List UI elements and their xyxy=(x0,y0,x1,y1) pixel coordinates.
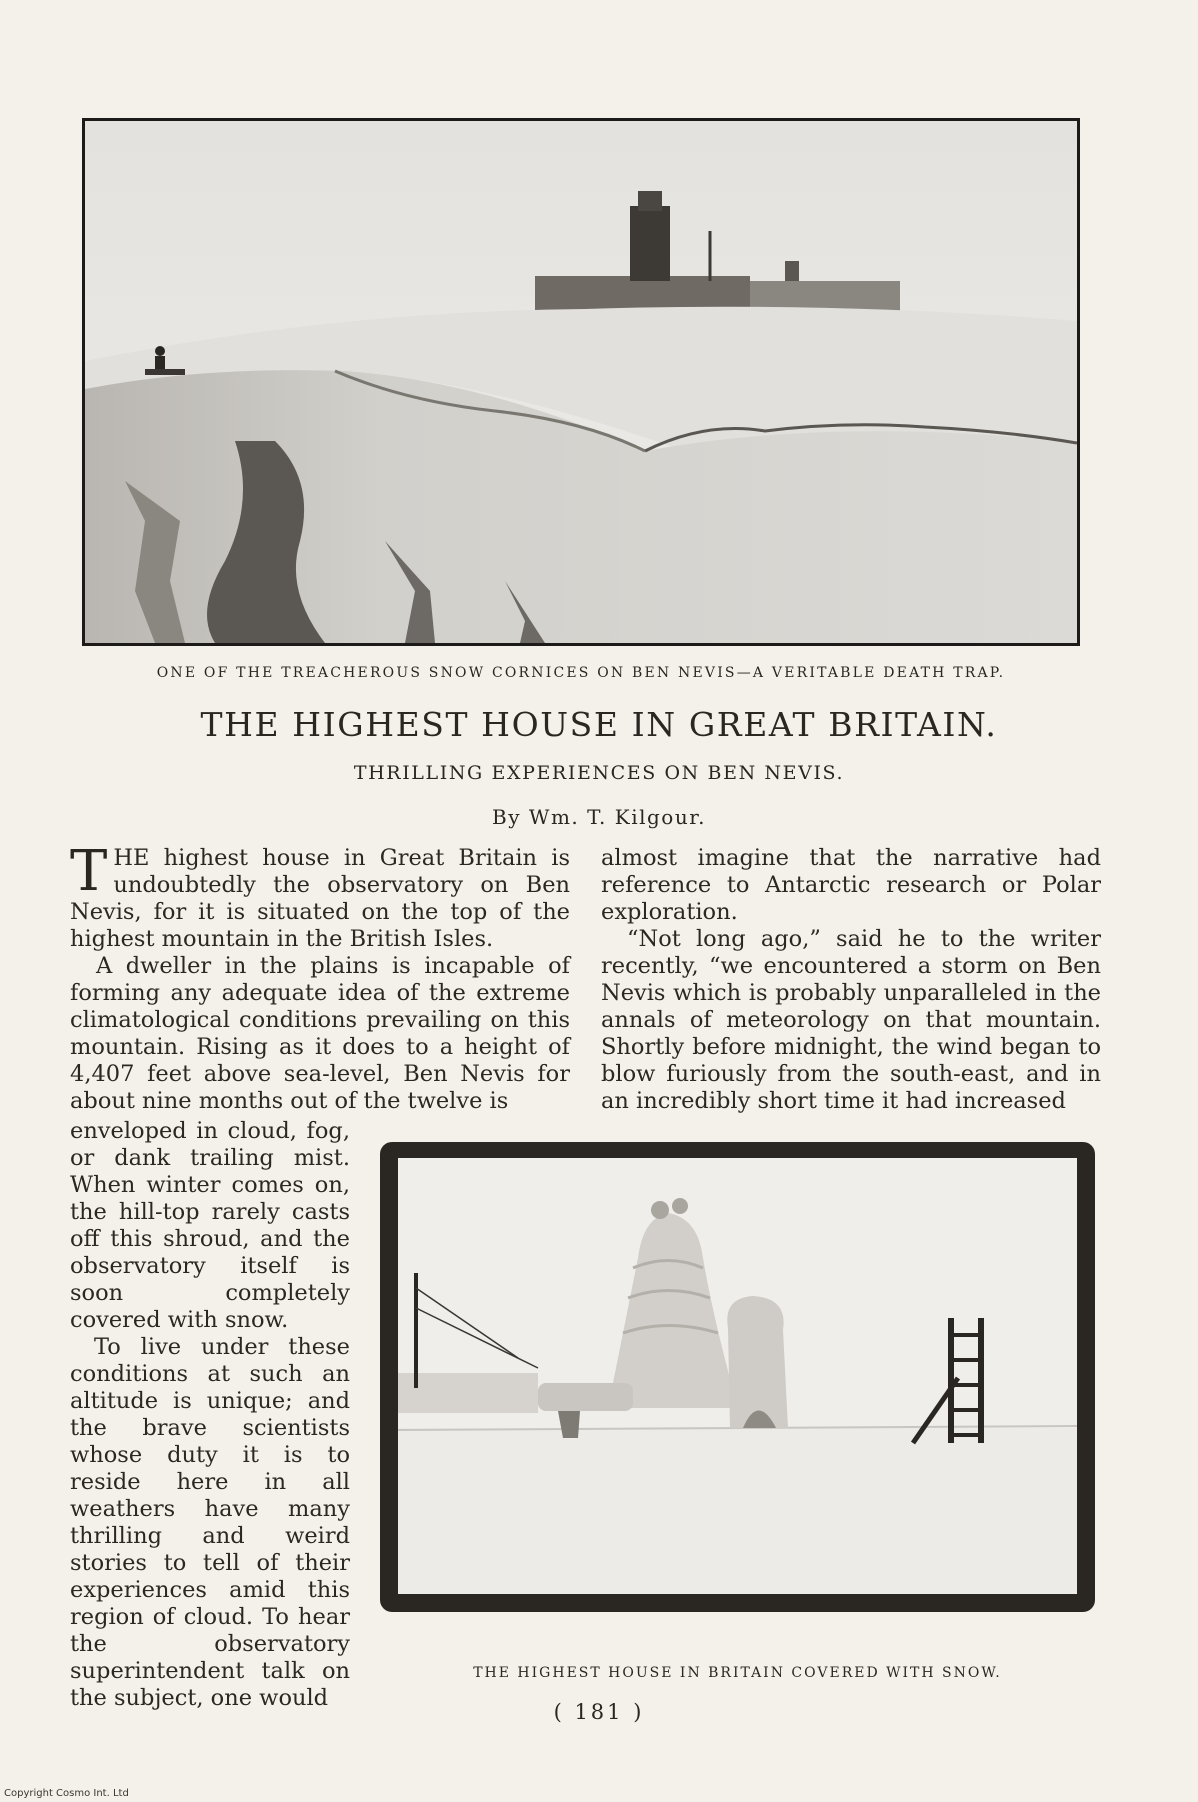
article-title: THE HIGHEST HOUSE IN GREAT BRITAIN. xyxy=(200,705,998,744)
paragraph-3-continued: almost imagine that the narrative had reference to Antarctic research or Polar exploration. xyxy=(601,845,1101,925)
paragraph-1 xyxy=(70,839,570,953)
snow-cornice-illustration xyxy=(85,121,1077,643)
narrow-column xyxy=(70,1118,350,1712)
paragraph-3: To live under these conditions at such an altitude is unique; and the brave scientists whose duty it is to reside here in all weathers have many thrilling and weird stories to tell of their experiences amid this region of cloud. To hear the observatory superintendent talk on the subject, one would xyxy=(70,1334,350,1711)
article-byline: By Wm. T. Kilgour. xyxy=(492,805,706,829)
paragraph-2-continued: enveloped in cloud, fog, or dank trailing mist. When winter comes on, the hill-top rarely casts off this shroud, and the observatory itself is soon completely covered with snow. xyxy=(70,1118,350,1333)
drop-cap: T xyxy=(70,839,108,904)
snow-cornice-photo xyxy=(82,118,1080,646)
left-column xyxy=(70,839,570,1115)
snow-covered-observatory-illustration xyxy=(398,1158,1077,1594)
paragraph-4: “Not long ago,” said he to the writer recently, “we encountered a storm on Ben Nevis which is probably unparalleled in the annals of meteorology on that mountain. Shortly before midnight, the wind began to blow furiously from the south-east, and in an incredibly short time it had increased xyxy=(601,926,1101,1114)
top-photo-caption: ONE OF THE TREACHEROUS SNOW CORNICES ON BEN NEVIS—A VERITABLE DEATH TRAP. xyxy=(156,665,1006,681)
article-subtitle: THRILLING EXPERIENCES ON BEN NEVIS. xyxy=(353,762,845,784)
snow-covered-house-photo xyxy=(380,1142,1095,1612)
paragraph-2: A dweller in the plains is incapable of forming any adequate idea of the extreme climatological conditions prevailing on this mountain. Rising as it does to a height of 4,407 feet above sea-level, Ben Nevis for about nine months out of the twelve is xyxy=(70,953,570,1114)
bottom-photo-caption: THE HIGHEST HOUSE IN BRITAIN COVERED WITH SNOW. xyxy=(473,1665,1002,1681)
right-column xyxy=(601,845,1101,1115)
copyright-notice: Copyright Cosmo Int. Ltd xyxy=(4,1788,129,1799)
page-number: ( 181 ) xyxy=(553,1700,645,1724)
paragraph-1-text: HE highest house in Great Britain is undoubtedly the observatory on Ben Nevis, for it is situated on the top of the highest mountain in the British Isles. xyxy=(70,845,570,952)
